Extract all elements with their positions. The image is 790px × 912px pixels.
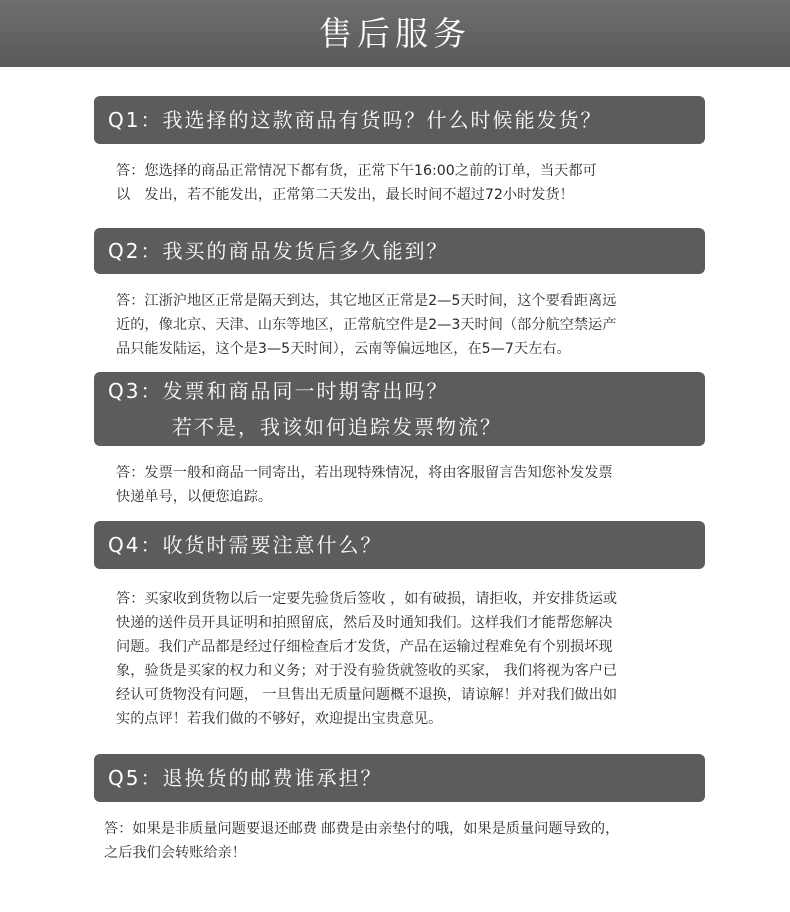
faq-question-bar-q1	[94, 96, 705, 144]
page-title: 售后服务	[319, 14, 471, 53]
page-header	[0, 0, 790, 67]
faq-answer-q4	[116, 587, 716, 731]
faq-question-text: Q3：发票和商品同一时期寄出吗？	[108, 379, 449, 403]
faq-question-text: Q1：我选择的这款商品有货吗？什么时候能发货？	[108, 108, 603, 132]
faq-answer-line: 经认可货物没有问题， 一旦售出无质量问题概不退换，请谅解！并对我们做出如	[116, 687, 618, 703]
faq-answer-q2	[116, 289, 716, 361]
faq-question-bar-q4	[94, 521, 705, 569]
faq-question-text: Q5：退换货的邮费谁承担？	[108, 766, 383, 790]
faq-answer-line: 快递的送件员开具证明和拍照留底，然后及时通知我们。这样我们才能帮您解决	[116, 615, 613, 631]
faq-question-text: 若不是，我该如何追踪发票物流？	[172, 415, 502, 439]
faq-answer-line: 答：江浙沪地区正常是隔天到达，其它地区正常是2—5天时间，这个要看距离远	[116, 293, 617, 309]
faq-answer-q1	[116, 159, 716, 207]
faq-question-bar-q5	[94, 754, 705, 802]
faq-question-bar-q3	[94, 372, 705, 446]
faq-answer-line: 之后我们会转账给亲！	[104, 845, 246, 861]
faq-answer-line: 答：发票一般和商品一同寄出，若出现特殊情况，将由客服留言告知您补发发票	[116, 465, 613, 481]
faq-question-text: Q2：我买的商品发货后多久能到？	[108, 239, 449, 263]
faq-answer-q5	[104, 817, 734, 865]
faq-answer-line: 快递单号，以便您追踪。	[116, 489, 273, 505]
faq-question-text: Q4：收货时需要注意什么？	[108, 533, 383, 557]
faq-answer-line: 答：如果是非质量问题要退还邮费 邮费是由亲垫付的哦，如果是质量问题导致的，	[104, 821, 620, 837]
faq-answer-q3	[116, 461, 716, 509]
faq-answer-line: 答：您选择的商品正常情况下都有货，正常下午16:00之前的订单，当天都可	[116, 163, 597, 179]
faq-answer-line: 答：买家收到货物以后一定要先验货后签收 ，如有破损，请拒收，并安排货运或	[116, 591, 618, 607]
faq-answer-line: 实的点评！若我们做的不够好，欢迎提出宝贵意见。	[116, 711, 443, 727]
faq-answer-line: 品只能发陆运，这个是3—5天时间），云南等偏远地区，在5—7天左右。	[116, 341, 571, 357]
faq-answer-line: 近的，像北京、天津、山东等地区，正常航空件是2—3天时间（部分航空禁运产	[116, 317, 617, 333]
faq-answer-line: 问题。我们产品都是经过仔细检查后才发货，产品在运输过程难免有个别损坏现	[116, 639, 613, 655]
faq-question-bar-q2	[94, 228, 705, 274]
faq-answer-line: 象，验货是买家的权力和义务；对于没有验货就签收的买家， 我们将视为客户已	[116, 663, 618, 679]
faq-answer-line: 以 发出，若不能发出，正常第二天发出，最长时间不超过72小时发货！	[116, 187, 574, 203]
